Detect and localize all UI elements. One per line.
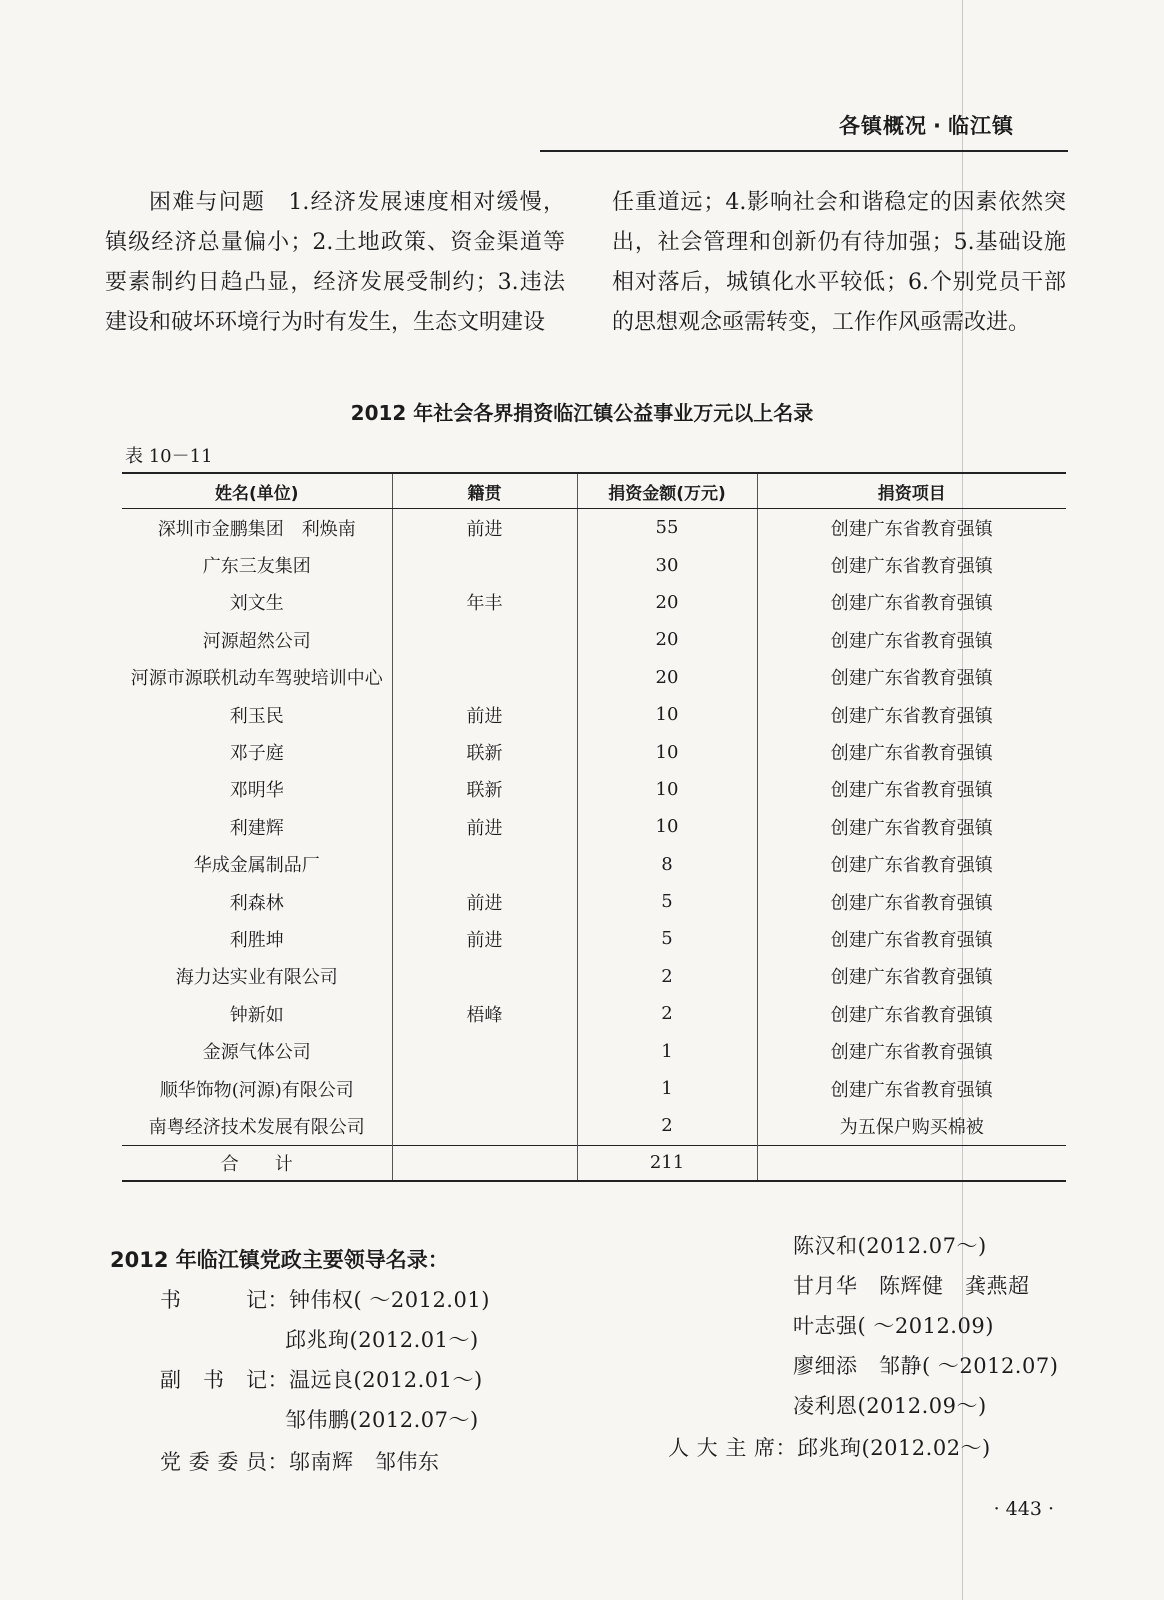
donation-table-container [122,472,1066,1182]
table-row [122,808,1066,845]
cell-origin: 前进 [392,883,577,920]
header-rule [540,150,1068,152]
cell-origin: 联新 [392,733,577,770]
cell-name: 河源超然公司 [202,630,311,652]
leader-line: 陈汉和(2012.07～) [793,1234,987,1258]
cell-origin [392,1070,577,1107]
table-row [122,883,1066,920]
cell-project: 创建广东省教育强镇 [757,621,1066,658]
cell-amount: 1 [577,1032,757,1069]
cell-name: 邓子庭 [229,743,284,765]
total-project [757,1145,1066,1181]
header-name: 姓名(单位) [122,473,392,509]
header-origin: 籍贯 [392,473,577,509]
total-amount: 211 [577,1145,757,1181]
cell-name: 利森林 [229,892,284,914]
intro-left-column: 困难与问题 1.经济发展速度相对缓慢，镇级经济总量偏小；2.土地政策、资金渠道等要素制约日趋凸显，经济发展受制约；3.违法建设和破坏环境行为时有发生，生态文明建设 [105,190,565,335]
cell-project: 创建广东省教育强镇 [757,1032,1066,1069]
cell-project: 创建广东省教育强镇 [757,509,1066,547]
table-row [122,1032,1066,1069]
cell-amount: 20 [577,621,757,658]
cell-origin: 年丰 [392,584,577,621]
cell-amount: 10 [577,696,757,733]
cell-name: 钟新如 [229,1004,284,1026]
cell-amount: 2 [577,958,757,995]
header-section: 各镇概况 [839,114,928,138]
cell-name: 南粤经济技术发展有限公司 [148,1116,365,1138]
cell-origin: 前进 [392,696,577,733]
leader-line: 邹伟鹏(2012.07～) [285,1408,479,1432]
leader-line: 邱兆珣(2012.01～) [285,1328,479,1352]
table-header-row [122,473,1066,509]
cell-project: 创建广东省教育强镇 [757,883,1066,920]
cell-origin [392,958,577,995]
cell-amount: 55 [577,509,757,547]
cell-origin: 前进 [392,509,577,547]
table-row [122,659,1066,696]
cell-amount: 5 [577,883,757,920]
cell-origin [392,1107,577,1145]
cell-name: 华成金属制品厂 [193,855,320,877]
cell-amount: 10 [577,733,757,770]
leader-line: 叶志强( ～2012.09) [793,1314,994,1338]
cell-name: 邓明华 [229,780,284,802]
intro-right-column: 任重道远；4.影响社会和谐稳定的因素依然突出，社会管理和创新仍有待加强；5.基础设施相对落后，城镇化水平较低；6.个别党员干部的思想观念亟需转变，工作作风亟需改进。 [612,190,1066,335]
table-total-row [122,1145,1066,1181]
cell-name: 金源气体公司 [202,1042,311,1064]
cell-name: 利玉民 [229,705,284,727]
cell-amount: 10 [577,808,757,845]
leader-line: 甘月华 陈辉健 龚燕超 [793,1274,1030,1298]
total-label: 合 计 [122,1145,392,1181]
cell-name: 利胜坤 [229,929,284,951]
leader-line: 凌利恩(2012.09～) [793,1394,987,1418]
cell-amount: 20 [577,584,757,621]
cell-origin [392,1032,577,1069]
page-number: · 443 · [993,1498,1054,1520]
table-row [122,920,1066,957]
table-row [122,1070,1066,1107]
cell-origin: 前进 [392,808,577,845]
table-row [122,621,1066,658]
cell-origin [392,659,577,696]
cell-project: 创建广东省教育强镇 [757,846,1066,883]
leader-line: 人 大 主 席：邱兆珣(2012.02～) [668,1436,991,1460]
cell-project: 创建广东省教育强镇 [757,659,1066,696]
cell-amount: 20 [577,659,757,696]
table-row [122,846,1066,883]
leader-line: 廖细添 邹静( ～2012.07) [793,1354,1059,1378]
table-row [122,584,1066,621]
cell-project: 创建广东省教育强镇 [757,546,1066,583]
cell-name: 河源市源联机动车驾驶培训中心 [130,668,383,690]
cell-project: 创建广东省教育强镇 [757,808,1066,845]
cell-name: 刘文生 [229,593,284,615]
cell-origin: 梧峰 [392,995,577,1032]
cell-name: 海力达实业有限公司 [175,967,338,989]
table-row [122,995,1066,1032]
cell-origin [392,621,577,658]
table-label: 表 10－11 [125,446,213,467]
cell-project: 创建广东省教育强镇 [757,584,1066,621]
cell-origin: 前进 [392,920,577,957]
table-title: 2012 年社会各界捐资临江镇公益事业万元以上名录 [350,401,814,425]
cell-name: 顺华饰物(河源)有限公司 [159,1079,354,1101]
table-row [122,733,1066,770]
cell-amount: 8 [577,846,757,883]
leader-line: 党 委 委 员：邬南辉 邹伟东 [160,1450,440,1474]
cell-project: 创建广东省教育强镇 [757,771,1066,808]
cell-amount: 2 [577,995,757,1032]
cell-amount: 2 [577,1107,757,1145]
cell-name: 深圳市金鹏集团 利焕南 [157,518,356,540]
cell-origin: 联新 [392,771,577,808]
table-body [122,509,1066,1146]
cell-amount: 1 [577,1070,757,1107]
table-row [122,546,1066,583]
table-row [122,1107,1066,1145]
leader-line: 副 书 记：温远良(2012.01～) [160,1368,483,1392]
leader-line: 书 记：钟伟权( ～2012.01) [160,1288,490,1312]
header-project: 捐资项目 [757,473,1066,509]
cell-name: 广东三友集团 [202,556,311,578]
cell-project: 创建广东省教育强镇 [757,1070,1066,1107]
cell-origin [392,546,577,583]
header-amount: 捐资金额(万元) [577,473,757,509]
header-town: 临江镇 [948,114,1014,138]
header-dot: · [933,114,942,138]
table-row [122,771,1066,808]
table-row [122,509,1066,547]
cell-amount: 10 [577,771,757,808]
total-origin [392,1145,577,1181]
cell-project: 为五保户购买棉被 [757,1107,1066,1145]
cell-amount: 5 [577,920,757,957]
cell-project: 创建广东省教育强镇 [757,696,1066,733]
cell-origin [392,846,577,883]
cell-name: 利建辉 [229,817,284,839]
table-row [122,696,1066,733]
donation-table [122,472,1066,1182]
cell-project: 创建广东省教育强镇 [757,733,1066,770]
cell-project: 创建广东省教育强镇 [757,920,1066,957]
leaders-title: 2012 年临江镇党政主要领导名录： [110,1248,449,1272]
cell-project: 创建广东省教育强镇 [757,995,1066,1032]
table-row [122,958,1066,995]
cell-project: 创建广东省教育强镇 [757,958,1066,995]
cell-amount: 30 [577,546,757,583]
running-header [839,110,1014,140]
